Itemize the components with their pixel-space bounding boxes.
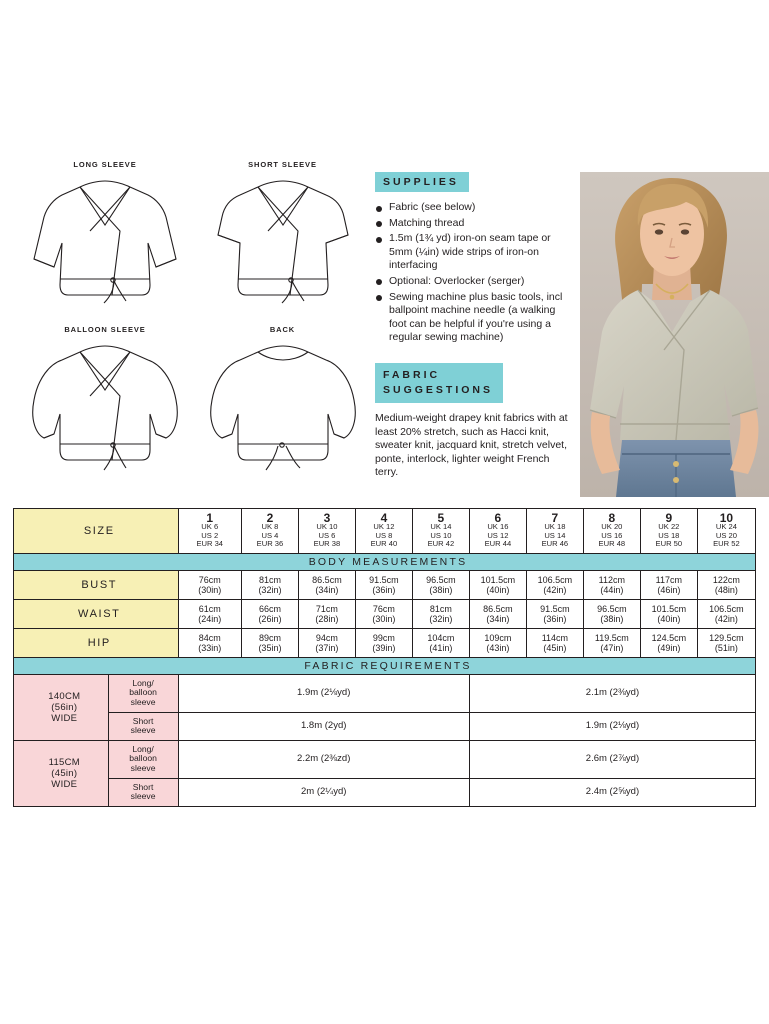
bust-value: 122cm (48in) xyxy=(697,570,755,599)
size-column-8 xyxy=(583,509,640,554)
size-uk: UK 18 xyxy=(544,522,566,531)
supplies-column xyxy=(375,172,575,480)
size-us: US 2 xyxy=(201,530,219,540)
size-us: US 18 xyxy=(658,530,680,540)
tech-drawing-long-sleeve-label: LONG SLEEVE xyxy=(73,160,137,169)
size-number: 2 xyxy=(266,511,274,525)
fabric-115-long-large: 2.6m (2⅞yd) xyxy=(469,740,755,778)
sleeve-type-short: Short sleeve xyxy=(108,712,178,740)
fabric-suggestions-heading xyxy=(375,363,503,403)
long-sleeve-illustration xyxy=(30,173,180,308)
sleeve-type-long-balloon: Long/ balloon sleeve xyxy=(108,674,178,712)
size-eur: EUR 42 xyxy=(427,539,455,549)
size-eur: EUR 50 xyxy=(655,539,683,549)
bust-value: 76cm (30in) xyxy=(178,570,241,599)
waist-value: 71cm (28in) xyxy=(298,599,355,628)
size-column-7 xyxy=(526,509,583,554)
sleeve-type-short: Short sleeve xyxy=(108,778,178,806)
bust-value: 81cm (32in) xyxy=(241,570,298,599)
table-row-fabric-requirements-band xyxy=(14,657,756,674)
hip-value: 109cm (43in) xyxy=(469,628,526,657)
size-column-4 xyxy=(355,509,412,554)
table-row-size-header xyxy=(14,509,756,554)
size-number: 9 xyxy=(665,511,673,525)
bust-value: 101.5cm (40in) xyxy=(469,570,526,599)
size-column-1 xyxy=(178,509,241,554)
size-uk: UK 14 xyxy=(430,522,452,531)
size-column-6 xyxy=(469,509,526,554)
size-eur: EUR 44 xyxy=(484,539,512,549)
table-row-140-long-balloon xyxy=(14,674,756,712)
size-uk: UK 20 xyxy=(601,522,623,531)
fabric-115-short-small: 2m (2¼yd) xyxy=(178,778,469,806)
size-us: US 16 xyxy=(601,530,623,540)
bust-value: 117cm (46in) xyxy=(640,570,697,599)
bust-value: 86.5cm (34in) xyxy=(298,570,355,599)
waist-value: 66cm (26in) xyxy=(241,599,298,628)
supplies-item: 1.5m (1¾ yd) iron-on seam tape or 5mm (¼in) wide strips of iron-on interfacing xyxy=(375,232,575,273)
fabric-width-115: 115CM (45in) WIDE xyxy=(14,740,109,806)
size-eur: EUR 48 xyxy=(598,539,626,549)
size-column-2 xyxy=(241,509,298,554)
technical-drawings xyxy=(0,160,370,490)
sleeve-type-long-balloon: Long/ balloon sleeve xyxy=(108,740,178,778)
hip-value: 89cm (35in) xyxy=(241,628,298,657)
fabric-suggestions-heading-line2: SUGGESTIONS xyxy=(383,383,494,396)
hip-value: 104cm (41in) xyxy=(412,628,469,657)
supplies-item: Matching thread xyxy=(375,217,575,231)
fabric-115-long-small: 2.2m (2⅜zd) xyxy=(178,740,469,778)
bust-value: 96.5cm (38in) xyxy=(412,570,469,599)
fabric-width-140: 140CM (56in) WIDE xyxy=(14,674,109,740)
size-uk: UK 8 xyxy=(261,522,279,531)
waist-value: 106.5cm (42in) xyxy=(697,599,755,628)
waist-value: 91.5cm (36in) xyxy=(526,599,583,628)
size-eur: EUR 38 xyxy=(313,539,341,549)
size-and-fabric-table xyxy=(13,508,756,807)
size-eur: EUR 34 xyxy=(196,539,224,549)
waist-value: 81cm (32in) xyxy=(412,599,469,628)
size-number: 10 xyxy=(719,511,734,525)
bust-value: 91.5cm (36in) xyxy=(355,570,412,599)
table-row-140-short xyxy=(14,712,756,740)
back-illustration xyxy=(208,338,358,478)
waist-value: 86.5cm (34in) xyxy=(469,599,526,628)
table-row-waist xyxy=(14,599,756,628)
tech-drawing-short-sleeve-label: SHORT SLEEVE xyxy=(248,160,317,169)
fabric-140-long-large: 2.1m (2⅜yd) xyxy=(469,674,755,712)
size-number: 4 xyxy=(380,511,388,525)
supplies-heading: SUPPLIES xyxy=(375,172,469,192)
size-eur: EUR 36 xyxy=(256,539,284,549)
top-section xyxy=(0,0,769,500)
size-uk: UK 22 xyxy=(658,522,680,531)
size-column-9 xyxy=(640,509,697,554)
size-uk: UK 12 xyxy=(373,522,395,531)
fabric-115-short-large: 2.4m (2⅝yd) xyxy=(469,778,755,806)
waist-value: 101.5cm (40in) xyxy=(640,599,697,628)
model-photo-illustration xyxy=(580,172,769,497)
size-us: US 8 xyxy=(375,530,393,540)
tech-drawing-back xyxy=(200,325,365,478)
size-eur: EUR 40 xyxy=(370,539,398,549)
fabric-requirements-heading: FABRIC REQUIREMENTS xyxy=(14,657,756,674)
size-us: US 12 xyxy=(487,530,509,540)
size-column-3 xyxy=(298,509,355,554)
size-uk: UK 16 xyxy=(487,522,509,531)
fabric-140-long-small: 1.9m (2⅛yd) xyxy=(178,674,469,712)
size-column-5 xyxy=(412,509,469,554)
size-row-label: SIZE xyxy=(14,509,179,554)
fabric-suggestions-text: Medium-weight drapey knit fabrics with at least 20% stretch, such as Hacci knit, sweater knit, jacquard knit, stretch velvet, ponte, interlock, lighter weight French terry. xyxy=(375,411,568,479)
size-number: 3 xyxy=(323,511,331,525)
table-row-hip xyxy=(14,628,756,657)
supplies-item: Fabric (see below) xyxy=(375,201,575,215)
bust-value: 106.5cm (42in) xyxy=(526,570,583,599)
hip-value: 94cm (37in) xyxy=(298,628,355,657)
tech-drawing-long-sleeve xyxy=(20,160,190,308)
hip-value: 99cm (39in) xyxy=(355,628,412,657)
hip-value: 84cm (33in) xyxy=(178,628,241,657)
tech-drawing-short-sleeve xyxy=(200,160,365,308)
balloon-sleeve-illustration xyxy=(30,338,180,478)
size-number: 6 xyxy=(494,511,502,525)
size-number: 8 xyxy=(608,511,616,525)
size-number: 5 xyxy=(437,511,445,525)
fabric-140-short-large: 1.9m (2⅛yd) xyxy=(469,712,755,740)
size-number: 1 xyxy=(206,511,214,525)
tech-drawing-balloon-sleeve-label: BALLOON SLEEVE xyxy=(64,325,146,334)
hip-value: 124.5cm (49in) xyxy=(640,628,697,657)
size-uk: UK 24 xyxy=(715,522,737,531)
table-row-bust xyxy=(14,570,756,599)
waist-value: 61cm (24in) xyxy=(178,599,241,628)
model-photo xyxy=(580,172,769,497)
table-row-body-measurements-band xyxy=(14,553,756,570)
fabric-suggestions-heading-line1: FABRIC xyxy=(383,368,441,381)
tech-drawing-back-label: BACK xyxy=(269,325,296,334)
hip-value: 119.5cm (47in) xyxy=(583,628,640,657)
size-column-10 xyxy=(697,509,755,554)
supplies-item: Optional: Overlocker (serger) xyxy=(375,275,575,289)
bust-row-label: BUST xyxy=(14,570,179,599)
hip-value: 114cm (45in) xyxy=(526,628,583,657)
fabric-140-short-small: 1.8m (2yd) xyxy=(178,712,469,740)
waist-value: 96.5cm (38in) xyxy=(583,599,640,628)
table-row-115-short xyxy=(14,778,756,806)
size-us: US 6 xyxy=(318,530,336,540)
size-eur: EUR 46 xyxy=(541,539,569,549)
size-us: US 20 xyxy=(715,530,737,540)
size-eur: EUR 52 xyxy=(713,539,740,549)
short-sleeve-illustration xyxy=(208,173,358,308)
body-measurements-heading: BODY MEASUREMENTS xyxy=(14,553,756,570)
size-uk: UK 10 xyxy=(316,522,338,531)
tech-drawing-balloon-sleeve xyxy=(20,325,190,478)
waist-value: 76cm (30in) xyxy=(355,599,412,628)
size-us: US 14 xyxy=(544,530,566,540)
supplies-list xyxy=(375,201,575,345)
supplies-item: Sewing machine plus basic tools, incl ballpoint machine needle (a walking foot can be helpful if you're using a regular sewing machine) xyxy=(375,291,575,345)
waist-row-label: WAIST xyxy=(14,599,179,628)
bust-value: 112cm (44in) xyxy=(583,570,640,599)
size-us: US 10 xyxy=(430,530,452,540)
hip-value: 129.5cm (51in) xyxy=(697,628,755,657)
table-row-115-long-balloon xyxy=(14,740,756,778)
size-uk: UK 6 xyxy=(201,522,219,531)
size-us: US 4 xyxy=(261,530,279,540)
hip-row-label: HIP xyxy=(14,628,179,657)
size-number: 7 xyxy=(551,511,559,525)
